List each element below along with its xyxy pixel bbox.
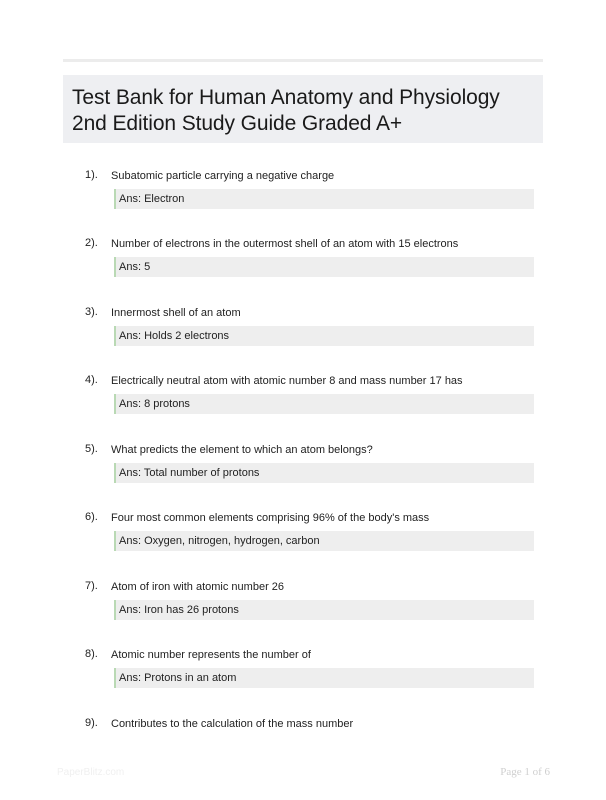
answer-box: Ans: 8 protons — [114, 394, 534, 414]
question-text: Electrically neutral atom with atomic number 8 and mass number 17 has — [111, 375, 463, 387]
top-divider — [63, 59, 543, 62]
question-number: 7). — [85, 580, 98, 592]
question-number: 1). — [85, 169, 98, 181]
answer-box: Ans: Protons in an atom — [114, 668, 534, 688]
answer-box: Ans: Oxygen, nitrogen, hydrogen, carbon — [114, 531, 534, 551]
question-item — [0, 305, 606, 365]
answer-box: Ans: Total number of protons — [114, 463, 534, 483]
question-text: Subatomic particle carrying a negative charge — [111, 170, 335, 182]
question-item — [0, 168, 606, 228]
question-number: 5). — [85, 443, 98, 455]
title-banner — [63, 75, 543, 143]
answer-box: Ans: Electron — [114, 189, 534, 209]
question-text: Atom of iron with atomic number 26 — [111, 581, 285, 593]
footer-watermark: PaperBlitz.com — [57, 767, 125, 778]
question-number: 8). — [85, 648, 98, 660]
question-text: Contributes to the calculation of the mass number — [111, 718, 354, 730]
question-text: Innermost shell of an atom — [111, 307, 241, 319]
question-text: Four most common elements comprising 96% of the body's mass — [111, 512, 430, 524]
question-item — [0, 579, 606, 639]
question-text: Atomic number represents the number of — [111, 649, 311, 661]
question-number: 6). — [85, 511, 98, 523]
question-item — [0, 442, 606, 502]
question-number: 3). — [85, 306, 98, 318]
question-item — [0, 510, 606, 570]
question-number: 2). — [85, 237, 98, 249]
question-item — [0, 236, 606, 296]
title-line-2: 2nd Edition Study Guide Graded A+ — [72, 112, 403, 135]
question-number: 9). — [85, 717, 98, 729]
question-item — [0, 373, 606, 433]
question-text: What predicts the element to which an atom belongs? — [111, 444, 373, 456]
answer-box: Ans: Holds 2 electrons — [114, 326, 534, 346]
page-indicator: Page 1 of 6 — [500, 766, 550, 778]
answer-box: Ans: Iron has 26 protons — [114, 600, 534, 620]
question-item — [0, 647, 606, 707]
question-number: 4). — [85, 374, 98, 386]
document-title — [72, 85, 533, 137]
question-text: Number of electrons in the outermost shell of an atom with 15 electrons — [111, 238, 459, 250]
title-line-1: Test Bank for Human Anatomy and Physiology — [72, 86, 500, 109]
answer-box: Ans: 5 — [114, 257, 534, 277]
